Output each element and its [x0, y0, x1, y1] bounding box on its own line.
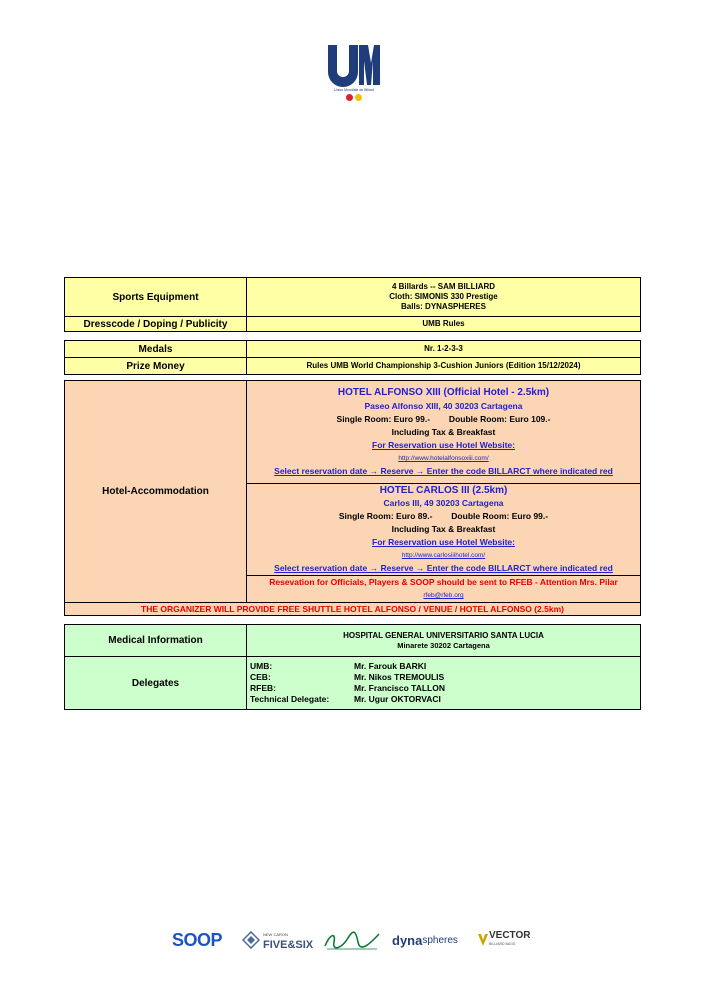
hotel-alfonso-link[interactable]: http://www.hotelalfonsoxiii.com/ — [398, 455, 489, 462]
equipment-table — [64, 277, 641, 332]
delegates-list — [247, 657, 641, 710]
equipment-label: Sports Equipment — [65, 278, 247, 317]
hotel-officials — [247, 576, 641, 603]
logo-dots — [344, 94, 366, 102]
medical-row — [65, 625, 641, 657]
dresscode-label: Dresscode / Doping / Publicity — [65, 317, 247, 332]
hotel-alfonso-rooms: Single Room: Euro 99.- Double Room: Euro 109.- — [336, 414, 551, 424]
dresscode-row — [65, 317, 641, 332]
delegates-label: Delegates — [65, 657, 247, 710]
hotel-carlos-reservation: For Reservation use Hotel Website: — [372, 537, 515, 547]
hotel-alfonso-tax: Including Tax & Breakfast — [391, 427, 496, 437]
hotel-carlos — [247, 484, 641, 576]
hotel-carlos-note: Select reservation date → Reserve → Enter the code BILLARCT where indicated red — [274, 563, 613, 573]
logo-subtitle: Union Mondiale de Billard — [334, 88, 374, 92]
hotel-carlos-name: HOTEL CARLOS III (2.5km) — [379, 485, 508, 496]
hotel-carlos-link[interactable]: http://www.carlosiiihotel.com/ — [401, 552, 486, 559]
delegate-row — [250, 683, 638, 694]
hotel-label: Hotel-Accommodation — [65, 381, 247, 603]
delegate-name: Mr. Nikos TREMOULIS — [354, 672, 445, 682]
equipment-line: Balls: DYNASPHERES — [401, 302, 486, 311]
sang-lee-signature — [322, 928, 382, 952]
sponsor-bar — [172, 926, 542, 956]
delegate-row — [250, 661, 638, 672]
delegate-name: Mr. Francisco TALLON — [354, 683, 445, 693]
delegate-role: RFEB: — [250, 683, 276, 693]
fivesix-top: NEW CARON — [263, 932, 288, 937]
delegate-row — [250, 694, 638, 705]
hotel-alfonso-reservation: For Reservation use Hotel Website: — [372, 440, 515, 450]
hotel-carlos-tax: Including Tax & Breakfast — [391, 524, 496, 534]
hotel-alfonso-note: Select reservation date → Reserve → Enter the code BILLARCT where indicated red — [274, 466, 613, 476]
fivesix-text: FIVE&SIX — [263, 939, 314, 951]
shuttle-row — [65, 603, 641, 616]
prize-row — [65, 358, 641, 375]
hotel-officials-text: Resevation for Officials, Players & SOOP should be sent to RFEB - Attention Mrs. Pilar — [269, 577, 618, 587]
medical-address: Minarete 30202 Cartagena — [397, 640, 490, 650]
hotel-carlos-rooms: Single Room: Euro 89.- Double Room: Euro 99.- — [338, 511, 549, 521]
delegate-role: UMB: — [250, 661, 273, 671]
delegate-row — [250, 672, 638, 683]
umb-logo-mark — [326, 43, 382, 87]
hotel-alfonso-address: Paseo Alfonso XIII, 40 30203 Cartagena — [364, 401, 523, 411]
medals-row — [65, 341, 641, 358]
equipment-row — [65, 278, 641, 317]
equipment-value — [247, 278, 641, 317]
delegates-row — [65, 657, 641, 710]
shuttle-note: THE ORGANIZER WILL PROVIDE FREE SHUTTLE HOTEL ALFONSO / VENUE / HOTEL ALFONSO (2.5km) — [65, 603, 641, 616]
hotel-carlos-address: Carlos III, 49 30203 Cartagena — [383, 498, 504, 508]
medical-label: Medical Information — [65, 625, 247, 657]
medals-label: Medals — [65, 341, 247, 358]
equipment-line: Cloth: SIMONIS 330 Prestige — [389, 292, 498, 301]
sponsor-fivesix — [242, 926, 313, 954]
red-dot — [346, 94, 353, 101]
prize-label: Prize Money — [65, 358, 247, 375]
delegate-role: CEB: — [250, 672, 271, 682]
dyna-text: dyna — [392, 932, 423, 948]
sponsor-vector — [477, 926, 531, 954]
medical-name: HOSPITAL GENERAL UNIVERSITARIO SANTA LUCIA — [343, 630, 544, 640]
hotel-row-1 — [65, 381, 641, 484]
medals-value: Nr. 1-2-3-3 — [247, 341, 641, 358]
vector-v-icon — [477, 933, 489, 947]
dresscode-value: UMB Rules — [247, 317, 641, 332]
hotel-email-link[interactable]: rfeb@rfeb.org — [423, 592, 464, 599]
vector-sub: BILLIARD BAGS — [489, 942, 516, 946]
sponsor-dynaspheres — [392, 926, 458, 954]
yellow-dot — [355, 94, 362, 101]
vector-text: VECTOR — [489, 930, 531, 941]
info-table — [64, 624, 641, 710]
delegate-name: Mr. Farouk BARKI — [354, 661, 427, 671]
hotel-alfonso-name: HOTEL ALFONSO XIII (Official Hotel - 2.5km) — [337, 387, 550, 398]
spheres-text: spheres — [422, 934, 458, 946]
fivesix-diamond-icon — [242, 931, 260, 949]
sponsor-soop: SOOP — [172, 929, 223, 950]
hotel-table — [64, 380, 641, 616]
hotel-alfonso — [247, 381, 641, 484]
equipment-line: 4 Billards -- SAM BILLIARD — [391, 282, 496, 291]
delegate-name: Mr. Ugur OKTORVACI — [354, 694, 441, 704]
medical-value — [247, 625, 641, 657]
umb-logo — [322, 43, 386, 103]
medals-table — [64, 340, 641, 375]
delegate-role: Technical Delegate: — [250, 694, 330, 704]
prize-value: Rules UMB World Championship 3-Cushion Juniors (Edition 15/12/2024) — [247, 358, 641, 375]
sponsor-signature — [322, 926, 382, 954]
